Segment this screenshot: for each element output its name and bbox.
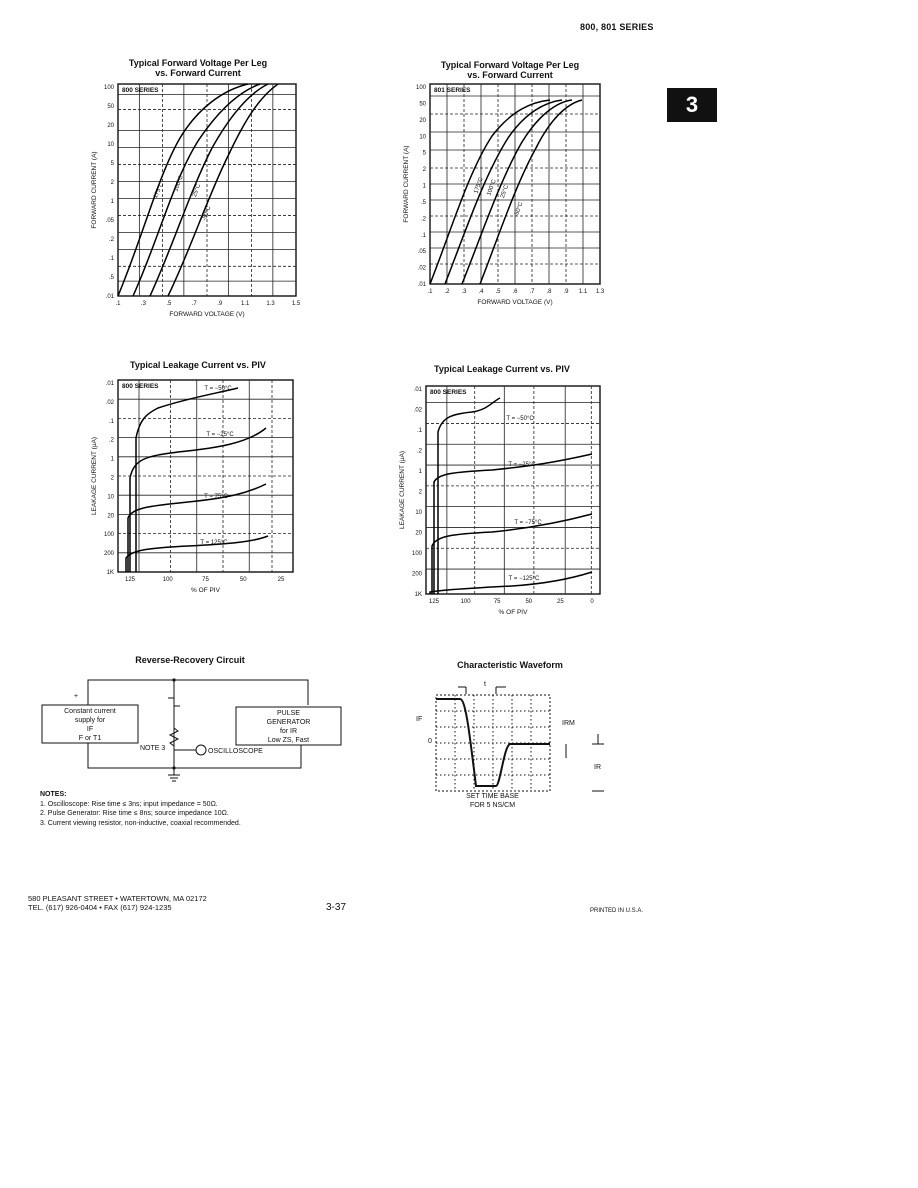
y-tick-label: .2 <box>416 448 422 455</box>
y-tick-label: 2 <box>422 167 426 174</box>
x-tick-label: 125 <box>428 599 440 605</box>
constant-current-box-label <box>42 707 138 743</box>
chart-title-line1: Typical Forward Voltage Per Leg <box>128 58 268 68</box>
chart-plot-forward-voltage-800 <box>88 56 301 326</box>
waveform-ir-label: IR <box>594 764 601 771</box>
series-curve <box>434 454 592 594</box>
circuit-title: Reverse-Recovery Circuit <box>135 655 245 665</box>
y-tick-label: 50 <box>419 101 426 108</box>
x-tick-label: 100 <box>460 599 471 605</box>
box-left-line4: F or T1 <box>78 735 102 742</box>
series-curve <box>480 100 582 284</box>
x-tick-label: 75 <box>202 577 209 583</box>
y-tick-label: 1 <box>110 199 114 205</box>
y-tick-label: 1 <box>110 456 114 463</box>
x-tick-label: 50 <box>525 599 533 605</box>
x-tick-label: 1.3 <box>266 301 275 307</box>
note-2: 2. Pulse Generator: Rise time ≤ 8ns; source impedance 10Ω. <box>40 810 229 817</box>
y-tick-label: 20 <box>415 530 422 537</box>
y-tick-label: .2 <box>108 237 114 243</box>
chart-title-line2: vs. Forward Current <box>467 70 553 80</box>
x-tick-label: .3 <box>461 289 467 295</box>
curve-label: T = −50°C <box>204 386 232 392</box>
y-tick-label: .02 <box>413 407 422 414</box>
characteristic-waveform <box>410 678 610 793</box>
x-tick-label: 75 <box>493 599 501 605</box>
waveform-if-label: IF <box>416 716 423 723</box>
chart-plot-leakage-801 <box>392 362 604 620</box>
waveform-caption <box>440 792 545 810</box>
x-tick-label: .5 <box>166 301 172 307</box>
curve-label: T = 125°C <box>200 540 228 546</box>
caption-line1: SET TIME BASE <box>466 793 519 800</box>
box-right-line2: GENERATOR <box>266 719 311 726</box>
y-tick-label: 2 <box>110 475 114 482</box>
curve-label: T = −75°C <box>514 520 542 526</box>
waveform-zero-label: 0 <box>428 738 432 745</box>
x-tick-label: .5 <box>495 289 501 295</box>
curve-label: 175°C <box>152 181 166 200</box>
y-tick-label: .1 <box>108 418 114 425</box>
curve-label: T = −125°C <box>508 576 540 582</box>
y-tick-label: .02 <box>105 399 114 406</box>
address-line2: TEL. (617) 926-0404 • FAX (617) 924-1235 <box>28 903 172 912</box>
y-tick-label: .5 <box>108 275 114 281</box>
y-tick-label: 200 <box>411 571 422 578</box>
y-axis-label: LEAKAGE CURRENT (µA) <box>91 436 98 516</box>
y-tick-label: 2 <box>418 489 422 496</box>
curve-label: T = 75°C <box>204 494 228 500</box>
y-axis-label: LEAKAGE CURRENT (µA) <box>399 450 406 530</box>
y-tick-label: .1 <box>108 256 114 262</box>
series-label: 801 SERIES <box>434 87 471 94</box>
chart-title-line1: Typical Forward Voltage Per Leg <box>440 60 580 70</box>
waveform-irm-label: IRM <box>562 720 575 727</box>
x-axis-label: FORWARD VOLTAGE (V) <box>169 311 245 318</box>
y-tick-label: .1 <box>420 232 426 239</box>
notes-heading: NOTES: <box>40 791 67 798</box>
x-axis-label: % OF PIV <box>498 609 528 616</box>
x-tick-label: .9 <box>217 301 223 307</box>
y-tick-label: .05 <box>105 218 114 224</box>
y-axis-label: FORWARD CURRENT (A) <box>91 151 98 229</box>
chart-title: Typical Leakage Current vs. PIV <box>130 360 266 370</box>
waveform-t-label: t <box>484 681 486 688</box>
series-label: 800 SERIES <box>122 383 159 390</box>
y-tick-label: 10 <box>419 134 426 141</box>
y-tick-label: 1 <box>422 183 426 190</box>
curve-label: T = −50°C <box>506 416 534 422</box>
series-label: 800 SERIES <box>122 87 159 94</box>
curve-label: T = −25°C <box>508 462 536 468</box>
y-tick-label: 5 <box>110 161 114 167</box>
y-tick-label: 20 <box>419 117 426 124</box>
oscilloscope-label: OSCILLOSCOPE <box>208 748 263 755</box>
y-tick-label: 1 <box>418 469 422 475</box>
box-right-line3: for IR <box>279 728 298 735</box>
circuit-plus-sign: + <box>74 693 79 700</box>
chart-title: Typical Leakage Current vs. PIV <box>434 364 570 374</box>
y-tick-label: 1K <box>414 592 422 598</box>
x-axis-label: FORWARD VOLTAGE (V) <box>477 299 553 306</box>
x-tick-label: 25 <box>277 577 285 583</box>
address-line1: 580 PLEASANT STREET • WATERTOWN, MA 02172 <box>28 894 207 903</box>
note3-label: NOTE 3 <box>140 745 166 752</box>
x-tick-label: 125 <box>124 577 136 583</box>
x-tick-label: 25 <box>557 599 564 605</box>
waveform-title: Characteristic Waveform <box>457 660 563 670</box>
chart-plot-leakage-800 <box>88 358 298 602</box>
x-tick-label: 1.5 <box>291 301 301 307</box>
curve-label: 25°C <box>499 184 511 199</box>
circuit-notes <box>40 790 241 828</box>
curve-label: 25°C <box>191 183 203 198</box>
y-tick-label: 200 <box>103 551 114 558</box>
y-tick-label: 10 <box>415 510 422 516</box>
y-tick-label: .2 <box>108 437 114 444</box>
chart-leakage-800 <box>88 358 298 602</box>
chart-title-line2: vs. Forward Current <box>155 68 241 78</box>
curve-label: 175°C <box>473 176 485 195</box>
y-tick-label: 50 <box>107 104 114 110</box>
printed-in-usa: PRINTED IN U.S.A. <box>590 908 644 914</box>
x-tick-label: .1 <box>115 301 121 307</box>
y-tick-label: 10 <box>107 142 114 148</box>
note-1: 1. Oscilloscope: Rise time ≤ 3ns; input impedance = 50Ω. <box>40 800 218 808</box>
x-tick-label: .2 <box>444 289 450 295</box>
y-tick-label: 100 <box>411 551 422 557</box>
y-tick-label: 1K <box>106 570 114 576</box>
curve-label: T = −25°C <box>206 432 234 438</box>
x-tick-label: 1.3 <box>595 289 605 295</box>
y-tick-label: 20 <box>107 123 114 129</box>
x-tick-label: .1 <box>427 289 433 295</box>
y-tick-label: .2 <box>420 216 426 223</box>
x-tick-label: .9 <box>563 289 569 295</box>
x-tick-label: 1.1 <box>240 301 250 307</box>
box-right-line1: PULSE <box>277 710 300 717</box>
y-tick-label: .01 <box>105 294 114 300</box>
chart-plot-forward-voltage-801 <box>400 58 605 320</box>
curve-label: -50°C <box>513 201 525 218</box>
y-tick-label: 100 <box>103 85 114 91</box>
y-tick-label: .01 <box>417 282 426 288</box>
caption-line2: FOR 5 NS/CM <box>469 802 516 809</box>
x-tick-label: 100 <box>162 577 173 583</box>
y-tick-label: 100 <box>415 85 426 91</box>
y-tick-label: .05 <box>417 249 426 256</box>
chart-leakage-801 <box>392 362 604 620</box>
x-tick-label: 0 <box>590 599 594 605</box>
chart-forward-voltage-801 <box>400 58 605 320</box>
x-tick-label: .7 <box>529 289 535 295</box>
pulse-generator-box-label <box>236 709 341 745</box>
y-tick-label: .1 <box>416 428 422 434</box>
curve-label: -50°C <box>201 205 213 222</box>
series-label: 800 SERIES <box>430 389 467 396</box>
y-tick-label: 10 <box>107 494 114 501</box>
box-left-line1: Constant current <box>64 708 116 715</box>
y-axis-label: FORWARD CURRENT (A) <box>403 145 410 223</box>
series-header: 800, 801 SERIES <box>580 22 654 32</box>
y-tick-label: .01 <box>105 381 114 387</box>
box-left-line2: supply for <box>74 717 106 724</box>
series-curve <box>130 428 266 572</box>
y-tick-label: 5 <box>422 150 426 157</box>
curve-label: 100°C <box>486 178 498 197</box>
x-tick-label: .3 <box>140 301 146 307</box>
x-tick-label: .8 <box>546 289 552 295</box>
series-curve <box>432 514 592 594</box>
page-number: 3-37 <box>326 902 347 913</box>
x-tick-label: .7 <box>191 301 197 307</box>
y-tick-label: .5 <box>420 199 426 206</box>
box-left-line3: IF <box>86 726 94 733</box>
x-tick-label: 50 <box>239 577 247 583</box>
x-tick-label: 1.1 <box>578 289 588 295</box>
box-right-line4: Low ZS, Fast <box>267 737 310 744</box>
x-axis-label: % OF PIV <box>191 587 220 594</box>
series-curve <box>438 398 500 594</box>
series-curve <box>168 84 278 296</box>
chart-forward-voltage-800 <box>88 56 301 326</box>
note-3: 3. Current viewing resistor, non-inductive, coaxial recommended. <box>40 819 241 827</box>
x-tick-label: .6 <box>512 289 518 295</box>
x-tick-label: .4 <box>478 289 484 295</box>
y-tick-label: 2 <box>110 180 114 186</box>
curve-label: 100°C <box>173 174 185 193</box>
section-tab: 3 <box>667 88 717 122</box>
y-tick-label: 20 <box>107 513 114 520</box>
footer-address <box>28 894 207 912</box>
y-tick-label: .01 <box>413 387 422 393</box>
y-tick-label: .02 <box>417 265 426 272</box>
y-tick-label: 100 <box>103 532 114 539</box>
